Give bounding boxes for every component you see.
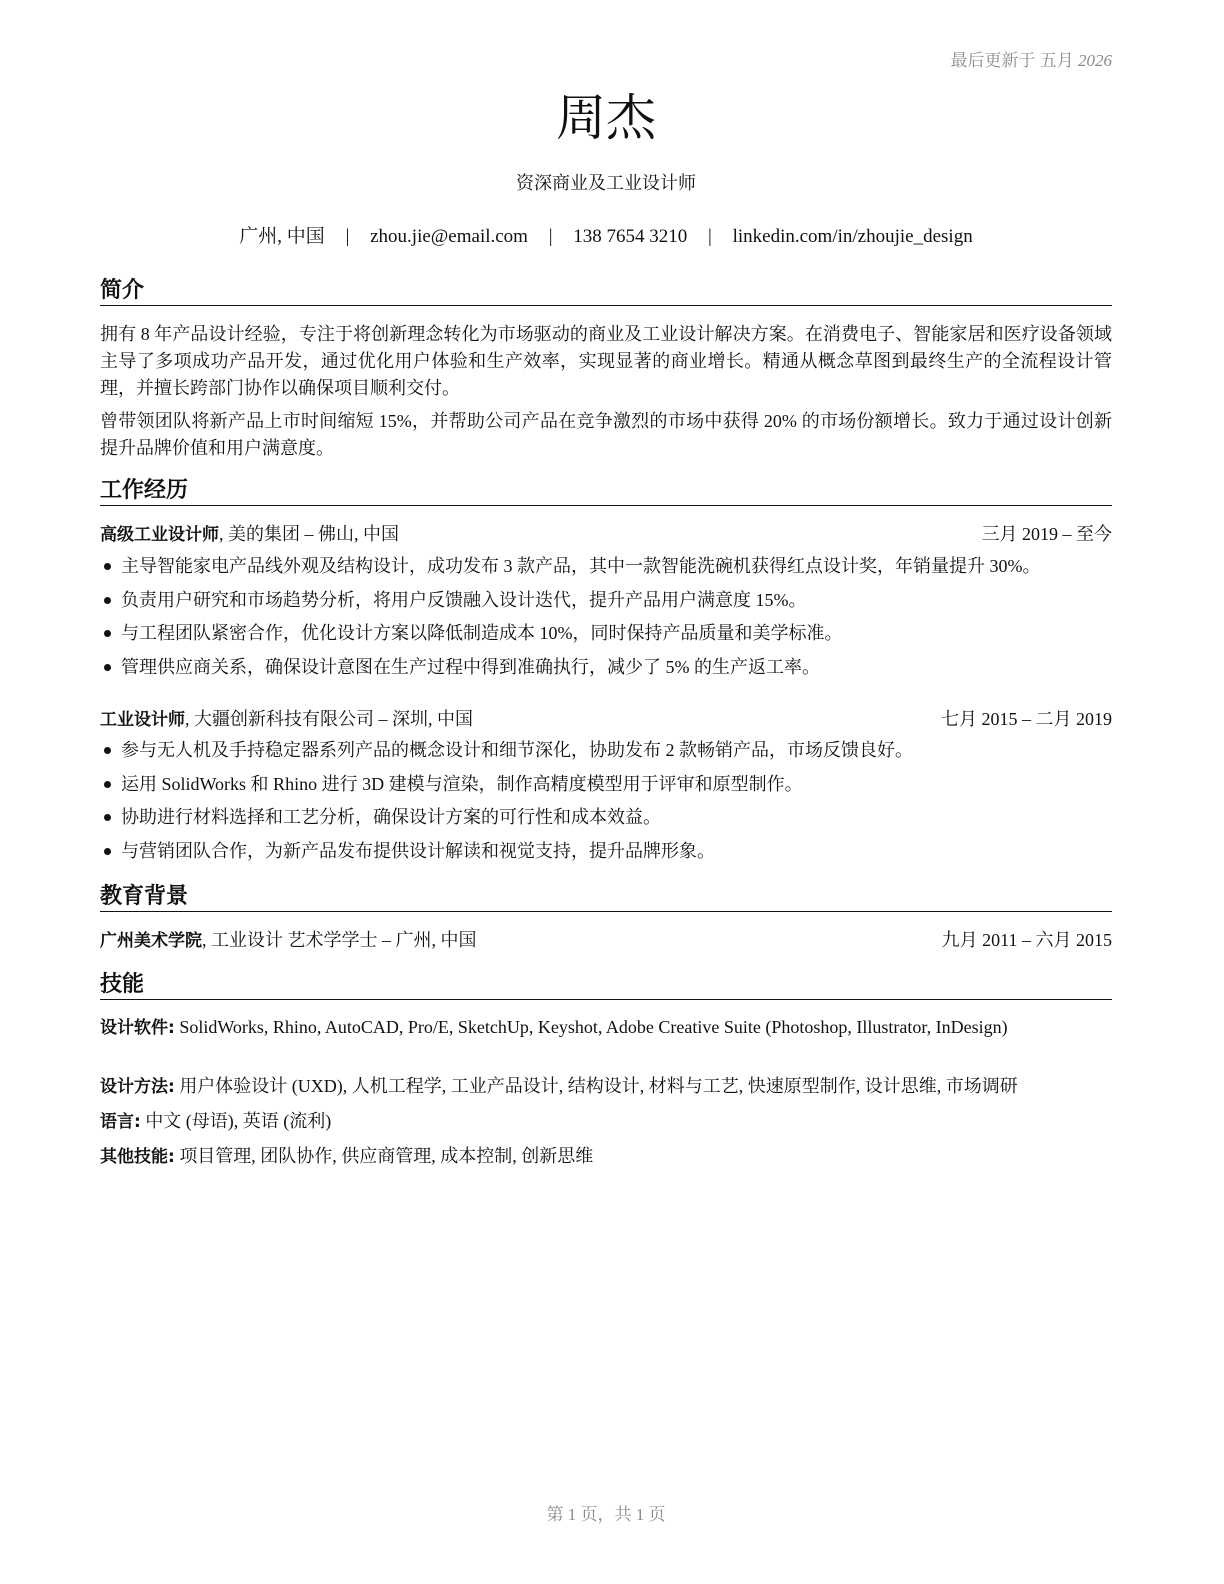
job-organization: , 美的集团 – 佛山, 中国	[219, 524, 399, 544]
contact-separator: |	[708, 226, 712, 247]
skill-label: 语言:	[100, 1112, 141, 1132]
summary-paragraph: 拥有 8 年产品设计经验，专注于将创新理念转化为市场驱动的商业及工业设计解决方案。在消费电子、智能家居和医疗设备领域主导了多项成功产品开发，通过优化用户体验和生产效率，实现显著的商业增长。精通从概念草图到最终生产的全流程设计管理，并擅长跨部门协作以确保项目顺利交付。	[100, 324, 1112, 398]
education-degree: , 工业设计 艺术学学士 – 广州, 中国	[202, 930, 477, 950]
last-updated-year: 2026	[1078, 51, 1112, 70]
job-bullet: 参与无人机及手持稳定器系列产品的概念设计和细节深化，协助发布 2 款畅销产品，市场反馈良好。	[100, 737, 1112, 763]
job-bullet: 与营销团队合作，为新产品发布提供设计解读和视觉支持，提升品牌形象。	[100, 838, 1112, 864]
job-bullet-list	[100, 737, 1112, 871]
skill-value: 项目管理, 团队协作, 供应商管理, 成本控制, 创新思维	[174, 1146, 594, 1166]
contact-location: 广州, 中国	[239, 226, 325, 247]
last-updated-label: 最后更新于 五月	[950, 51, 1074, 70]
section-title-experience: 工作经历	[100, 477, 1112, 506]
contact-separator: |	[548, 226, 553, 247]
job-bullet: 主导智能家电产品线外观及结构设计，成功发布 3 款产品，其中一款智能洗碗机获得红点设计奖，年销量提升 30%。	[100, 553, 1112, 579]
job-position: 高级工业设计师	[100, 525, 219, 545]
job-title-line	[100, 521, 399, 548]
section-title-skills: 技能	[100, 971, 1112, 1000]
skill-item	[100, 1109, 1112, 1135]
job-header	[100, 521, 1112, 548]
job-bullet: 负责用户研究和市场趋势分析，将用户反馈融入设计迭代，提升产品用户满意度 15%。	[100, 587, 1112, 613]
candidate-name: 周杰	[556, 89, 656, 147]
section-title-summary: 简介	[100, 277, 1112, 306]
skill-label: 设计方法:	[100, 1077, 175, 1097]
contact-line	[100, 224, 1112, 250]
job-bullet: 运用 SolidWorks 和 Rhino 进行 3D 建模与渲染，制作高精度模型用于评审和原型制作。	[100, 771, 1112, 797]
education-school: 广州美术学院	[100, 931, 202, 951]
candidate-role: 资深商业及工业设计师	[516, 173, 696, 193]
contact-separator: |	[345, 226, 350, 247]
job-dates: 三月 2019 – 至今	[981, 524, 1112, 544]
education-title-line	[100, 927, 477, 954]
job-title-line	[100, 706, 473, 733]
skill-label: 其他技能:	[100, 1147, 175, 1167]
job-dates: 七月 2015 – 二月 2019	[941, 709, 1112, 729]
contact-linkedin-link[interactable]: linkedin.com/in/zhoujie_design	[732, 226, 973, 247]
skill-label: 设计软件:	[100, 1018, 175, 1038]
contact-email-link[interactable]: zhou.jie@email.com	[370, 226, 528, 247]
summary-paragraph: 曾带领团队将新产品上市时间缩短 15%，并帮助公司产品在竞争激烈的市场中获得 20% 的市场份额增长。致力于通过设计创新提升品牌价值和用户满意度。	[100, 411, 1112, 458]
job-header	[100, 706, 1112, 733]
contact-phone: 138 7654 3210	[573, 226, 688, 247]
skill-item	[100, 1015, 1112, 1041]
page-number-footer: 第 1 页，共 1 页	[546, 1505, 666, 1524]
education-dates: 九月 2011 – 六月 2015	[941, 930, 1112, 950]
job-organization: , 大疆创新科技有限公司 – 深圳, 中国	[185, 709, 473, 729]
last-updated	[951, 46, 1113, 71]
job-bullet: 与工程团队紧密合作，优化设计方案以降低制造成本 10%，同时保持产品质量和美学标准。	[100, 620, 1112, 646]
skill-value: 中文 (母语), 英语 (流利)	[140, 1111, 332, 1131]
skill-value: 用户体验设计 (UXD), 人机工程学, 工业产品设计, 结构设计, 材料与工艺, 快速原型制作, 设计思维, 市场调研	[174, 1076, 1018, 1096]
job-bullet: 协助进行材料选择和工艺分析，确保设计方案的可行性和成本效益。	[100, 804, 1112, 830]
section-title-education: 教育背景	[100, 883, 1112, 912]
job-position: 工业设计师	[100, 710, 185, 730]
job-bullet-list	[100, 553, 1112, 687]
education-entry	[100, 927, 1112, 954]
skill-value: SolidWorks, Rhino, AutoCAD, Pro/E, SketchUp, Keyshot, Adobe Creative Suite (Photoshop, Illustrator, InDesign)	[174, 1017, 1008, 1037]
job-bullet: 管理供应商关系，确保设计意图在生产过程中得到准确执行，减少了 5% 的生产返工率。	[100, 654, 1112, 680]
resume-page	[100, 0, 1112, 1584]
skill-item	[100, 1144, 1112, 1170]
skill-item	[100, 1074, 1112, 1100]
